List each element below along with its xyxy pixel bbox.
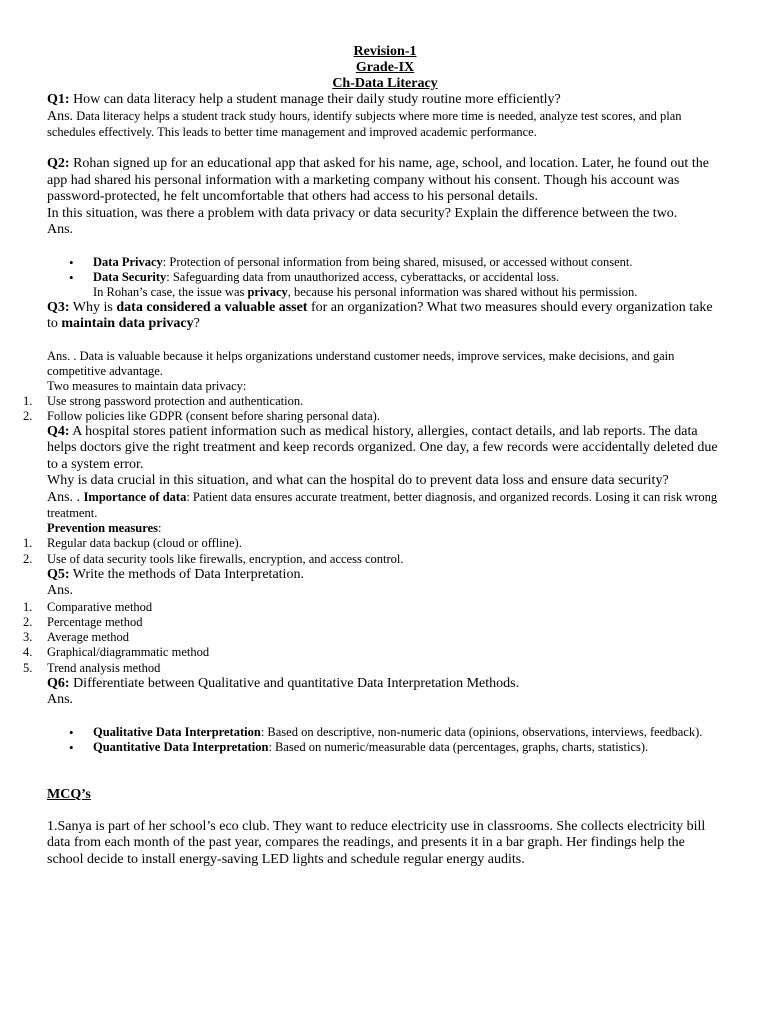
list-item: [93, 725, 723, 740]
mcq-heading: MCQ’s: [47, 786, 91, 802]
definition: : Safeguarding data from unauthorized access, cyberattacks, or accidental loss.: [166, 269, 560, 284]
question-4: [47, 424, 723, 474]
answer-label: Ans.: [47, 583, 74, 599]
term: Qualitative Data Interpretation: [93, 724, 261, 739]
answer-label: Ans.: [47, 108, 74, 124]
note-text: In Rohan’s case, the issue was: [93, 284, 248, 299]
item-number: 4.: [23, 645, 33, 660]
question-6: [47, 676, 723, 693]
question-emphasis: data considered a valuable asset: [116, 299, 308, 315]
item-number: 3.: [23, 630, 33, 645]
list-item: [23, 408, 723, 424]
answer-2-note: [47, 285, 723, 300]
answer-2-list: [47, 255, 723, 285]
methods-list: [23, 599, 723, 676]
question-label: Q1:: [47, 92, 70, 107]
question-label: Q6:: [47, 675, 70, 691]
question-4-prompt: Why is data crucial in this situation, and what can the hospital do to prevent data loss and ensure data security?: [47, 473, 669, 489]
list-item: [23, 536, 723, 551]
answer-text: Data literacy helps a student track study hours, identify subjects where more time is needed, analyze test scores, and plan schedules effectively. This leads to better time management and improved academic performance.: [47, 108, 682, 139]
question-2-prompt: In this situation, was there a problem with data privacy or data security? Explain the difference between the two.: [47, 205, 678, 221]
header-grade: Grade-IX: [355, 60, 415, 75]
mcq-item-1: 1.Sanya is part of her school’s eco club. They want to reduce electricity use in classrooms. She collects electricity bill data from each month of the past year, compares the readings, and presents it in a bar graph. Her findings help the school decide to install energy-saving LED lights and schedule regular energy audits.: [47, 818, 706, 867]
term: Data Security: [93, 269, 167, 284]
question-label: Q2:: [47, 156, 70, 171]
question-label: Q5:: [47, 566, 70, 582]
header-chapter: Ch-Data Literacy: [332, 76, 438, 91]
question-2: [47, 156, 723, 206]
question-text: How can data literacy help a student manage their daily study routine more efficiently?: [69, 92, 561, 107]
answer-4: [47, 490, 723, 522]
item-text: Regular data backup (cloud or offline).: [47, 536, 242, 551]
list-item: [93, 270, 723, 285]
answer-1: [47, 109, 723, 141]
list-item: [23, 645, 723, 660]
definition: : Based on numeric/measurable data (percentages, graphs, charts, statistics).: [268, 739, 649, 754]
list-item: [23, 660, 723, 676]
item-number: 2.: [23, 408, 33, 423]
term: Data Privacy: [93, 254, 163, 269]
question-text: Write the methods of Data Interpretation.: [69, 566, 304, 582]
note-emphasis: privacy: [247, 284, 288, 299]
question-text: Differentiate between Qualitative and quantitative Data Interpretation Methods.: [69, 675, 520, 691]
question-label: Q3:: [47, 299, 70, 315]
question-text: Rohan signed up for an educational app that asked for his name, age, school, and location. Later, he found out the app had shared his personal information with a marketing company without his consent. Though his account was password-protected, he felt uncomfortable that others had access to his personal details.: [47, 156, 709, 204]
item-text: Percentage method: [47, 615, 143, 630]
definition: : Protection of personal information from being shared, misused, or accessed without consent.: [162, 254, 633, 269]
document-page: [23, 44, 723, 868]
question-label: Q4:: [47, 423, 70, 439]
list-item: [93, 255, 723, 270]
question-text: Why is: [69, 299, 117, 315]
prevention-heading: [47, 521, 723, 536]
item-text: Comparative method: [47, 599, 153, 614]
answer-label: Ans.: [47, 692, 74, 708]
question-emphasis: maintain data privacy: [61, 316, 194, 331]
answer-text: : Patient data ensures accurate treatment, better diagnosis, and organized records. Losing it can risk wrong treatment.: [47, 489, 718, 521]
answer-6-list: [47, 725, 723, 755]
list-item: [23, 630, 723, 645]
item-text: Graphical/diagrammatic method: [47, 645, 210, 660]
item-number: 1.: [23, 393, 33, 408]
question-3: [47, 300, 723, 333]
list-item: [23, 615, 723, 630]
question-text: A hospital stores patient information such as medical history, allergies, contact details, and lab reports. The data helps doctors give the right treatment and keep records organized. One day, a few records were accidentally deleted due to a system error.: [47, 423, 718, 472]
item-text: Follow policies like GDPR (consent before sharing personal data).: [47, 408, 380, 423]
item-number: 2.: [23, 615, 33, 630]
item-number: 1.: [23, 536, 33, 551]
answer-3: Ans. . Data is valuable because it helps organizations understand customer needs, improve services, make decisions, and gain competitive advantage.: [47, 348, 675, 378]
question-5: [47, 567, 723, 584]
answer-label: Ans.: [47, 222, 74, 237]
measures-list: [23, 393, 723, 424]
answer-label: Ans. .: [47, 489, 84, 505]
heading-text: Prevention measures: [47, 521, 158, 536]
prevention-list: [23, 536, 723, 566]
definition: : Based on descriptive, non-numeric data (opinions, observations, interviews, feedback).: [260, 724, 703, 739]
heading-colon: :: [157, 521, 162, 536]
item-text: Use of data security tools like firewalls, encryption, and access control.: [47, 551, 404, 566]
item-number: 1.: [23, 599, 33, 614]
list-item: [23, 393, 723, 409]
item-number: 5.: [23, 660, 33, 675]
question-1: [47, 92, 723, 109]
note-text: , because his personal information was shared without his permission.: [287, 284, 638, 299]
list-item: [23, 599, 723, 615]
list-item: [23, 551, 723, 567]
item-number: 2.: [23, 551, 33, 566]
item-text: Average method: [47, 630, 130, 645]
question-text: ?: [193, 316, 200, 331]
answer-emphasis: Importance of data: [83, 489, 187, 504]
item-text: Use strong password protection and authentication.: [47, 393, 304, 408]
measures-intro: Two measures to maintain data privacy:: [47, 378, 247, 393]
header-title: Revision-1: [353, 44, 417, 59]
item-text: Trend analysis method: [47, 660, 161, 675]
list-item: [93, 740, 723, 755]
term: Quantitative Data Interpretation: [93, 739, 269, 754]
question-text: for an organization? What two measures should every organization take to: [47, 299, 713, 331]
